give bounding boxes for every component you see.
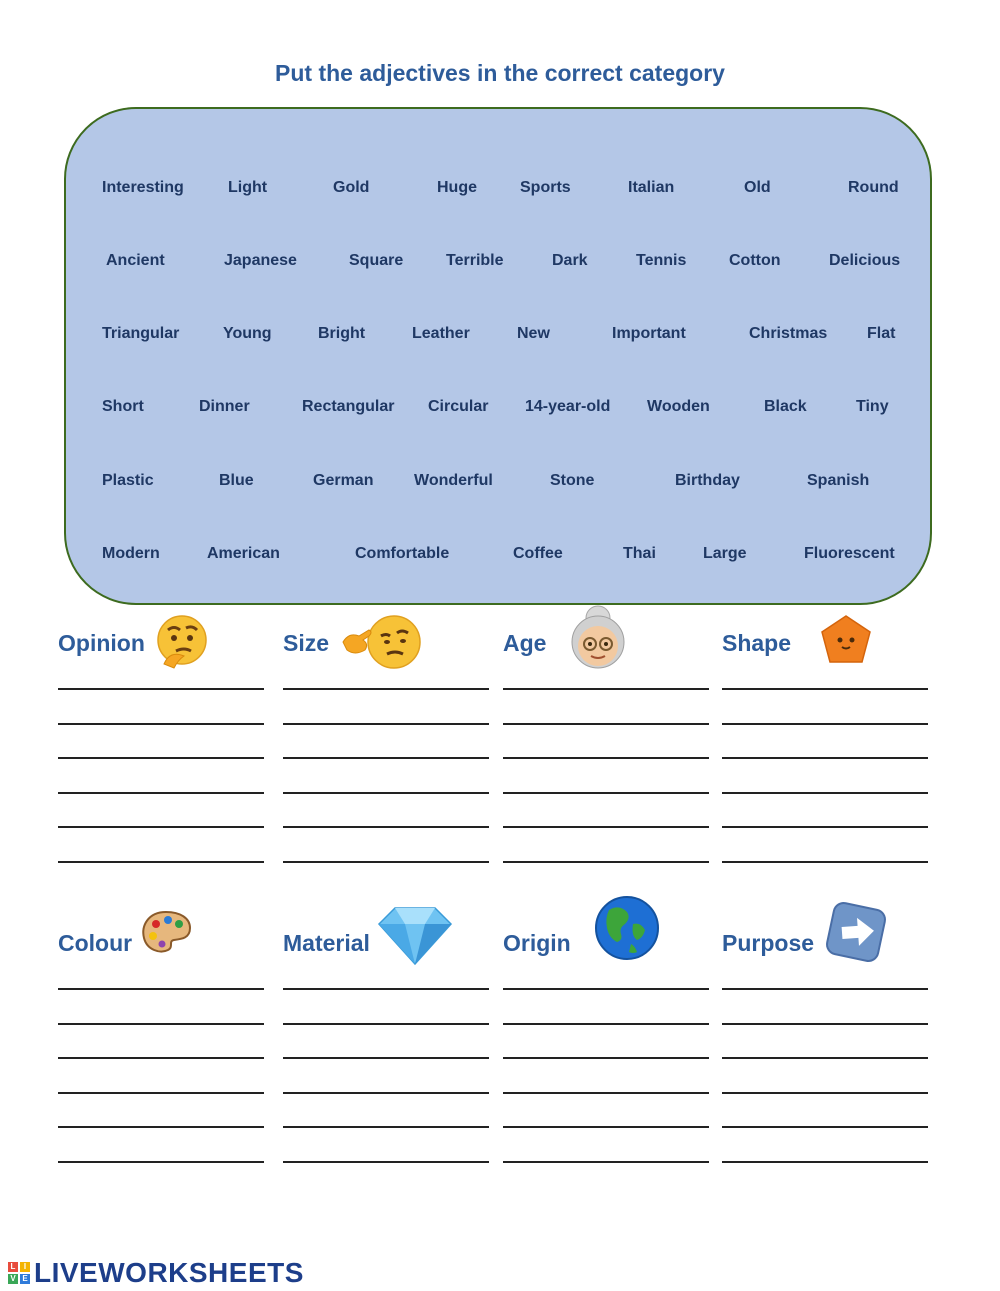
answer-line[interactable] [503,723,709,725]
adjective-word[interactable]: Large [703,545,747,562]
answer-line[interactable] [58,757,264,759]
answer-line[interactable] [283,1161,489,1163]
answer-line[interactable] [722,988,928,990]
answer-line[interactable] [503,1126,709,1128]
answer-line[interactable] [503,1161,709,1163]
answer-line[interactable] [58,1126,264,1128]
adjective-word[interactable]: Spanish [807,472,870,489]
adjective-word[interactable]: Short [102,398,144,415]
answer-line[interactable] [503,1057,709,1059]
adjective-word[interactable]: Black [764,398,807,415]
adjective-word[interactable]: Ancient [106,252,165,269]
category-label-shape: Shape [722,630,792,656]
answer-line[interactable] [58,826,264,828]
answer-line[interactable] [283,723,489,725]
answer-line[interactable] [722,1092,928,1094]
adjective-word[interactable]: Terrible [446,252,504,269]
answer-line[interactable] [58,1057,264,1059]
adjective-word[interactable]: American [207,545,280,562]
answer-line[interactable] [503,757,709,759]
answer-line[interactable] [58,723,264,725]
adjective-word[interactable]: Interesting [102,179,184,196]
adjective-word[interactable]: Modern [102,545,160,562]
page-title: Put the adjectives in the correct category [275,60,725,86]
pinching-hand-face-icon [339,612,425,679]
category-label-colour: Colour [58,930,133,956]
answer-line[interactable] [283,757,489,759]
answer-line[interactable] [722,757,928,759]
answer-line[interactable] [722,861,928,863]
adjective-word[interactable]: Light [228,179,268,196]
adjective-word[interactable]: Cotton [729,252,781,269]
adjective-word[interactable]: Fluorescent [804,545,895,562]
category-label-origin: Origin [503,930,571,956]
diamond-icon [377,904,453,971]
adjective-word[interactable]: Comfortable [355,545,450,562]
answer-line[interactable] [503,688,709,690]
answer-line[interactable] [58,861,264,863]
answer-line[interactable] [722,1161,928,1163]
answer-line[interactable] [283,861,489,863]
adjective-word[interactable]: Dinner [199,398,250,415]
adjective-word[interactable]: Tennis [636,252,687,269]
adjective-word[interactable]: Dark [552,252,588,269]
adjective-word[interactable]: Round [848,179,899,196]
adjective-word[interactable]: Plastic [102,472,154,489]
adjective-word[interactable]: Gold [333,179,370,196]
answer-line[interactable] [722,1126,928,1128]
adjective-word[interactable]: Tiny [856,398,889,415]
answer-line[interactable] [503,1092,709,1094]
answer-line[interactable] [58,688,264,690]
adjective-word[interactable]: Coffee [513,545,563,562]
answer-line[interactable] [58,1023,264,1025]
adjective-word[interactable]: Birthday [675,472,740,489]
answer-line[interactable] [283,1057,489,1059]
answer-line[interactable] [722,826,928,828]
answer-line[interactable] [722,1057,928,1059]
right-arrow-icon [822,898,890,971]
adjective-word[interactable]: Wooden [647,398,710,415]
logo-text: LIVEWORKSHEETS [34,1257,304,1288]
palette-icon [138,908,194,963]
word-bank [64,107,932,605]
adjective-word[interactable]: Huge [437,179,477,196]
adjective-word[interactable]: Stone [550,472,595,489]
answer-line[interactable] [722,1023,928,1025]
adjective-word[interactable]: Wonderful [414,472,493,489]
adjective-word[interactable]: Flat [867,325,896,342]
category-label-opinion: Opinion [58,630,145,656]
category-label-material: Material [283,930,370,956]
adjective-word[interactable]: Delicious [829,252,901,269]
answer-line[interactable] [283,792,489,794]
adjective-word[interactable]: Leather [412,325,470,342]
answer-line[interactable] [283,1023,489,1025]
adjective-word[interactable]: Bright [318,325,366,342]
adjective-word[interactable]: Circular [428,398,489,415]
answer-line[interactable] [283,826,489,828]
answer-line[interactable] [722,723,928,725]
adjective-word[interactable]: Young [223,325,272,342]
answer-line[interactable] [503,792,709,794]
adjective-word[interactable]: German [313,472,374,489]
answer-line[interactable] [722,688,928,690]
adjective-word[interactable]: New [517,325,550,342]
grandmother-icon [563,604,633,675]
answer-line[interactable] [58,1161,264,1163]
category-label-age: Age [503,630,547,656]
category-label-size: Size [283,630,330,656]
liveworksheets-logo [8,1258,304,1288]
answer-line[interactable] [283,1126,489,1128]
answer-line[interactable] [503,1023,709,1025]
answer-line[interactable] [58,1092,264,1094]
thinking-face-icon [154,614,210,675]
adjective-word[interactable]: Sports [520,179,571,196]
answer-line[interactable] [503,861,709,863]
answer-line[interactable] [58,792,264,794]
category-label-purpose: Purpose [722,930,815,956]
adjective-word[interactable]: Japanese [224,252,297,269]
answer-line[interactable] [283,988,489,990]
adjective-word[interactable]: Rectangular [302,398,395,415]
pentagon-icon [818,612,874,673]
answer-line[interactable] [503,988,709,990]
answer-line[interactable] [58,988,264,990]
adjective-word[interactable]: Square [349,252,404,269]
adjective-word[interactable]: Italian [628,179,675,196]
adjective-word[interactable]: Thai [623,545,656,562]
adjective-word[interactable]: Old [744,179,771,196]
answer-line[interactable] [722,792,928,794]
adjective-word[interactable]: Important [612,325,686,342]
logo-mark-icon: L I V E [8,1262,30,1284]
adjective-word[interactable]: Triangular [102,325,180,342]
adjective-word[interactable]: Blue [219,472,254,489]
answer-line[interactable] [283,688,489,690]
globe-icon [593,894,661,967]
adjective-word[interactable]: Christmas [749,325,828,342]
adjective-word[interactable]: 14-year-old [525,398,611,415]
answer-line[interactable] [283,1092,489,1094]
answer-line[interactable] [503,826,709,828]
